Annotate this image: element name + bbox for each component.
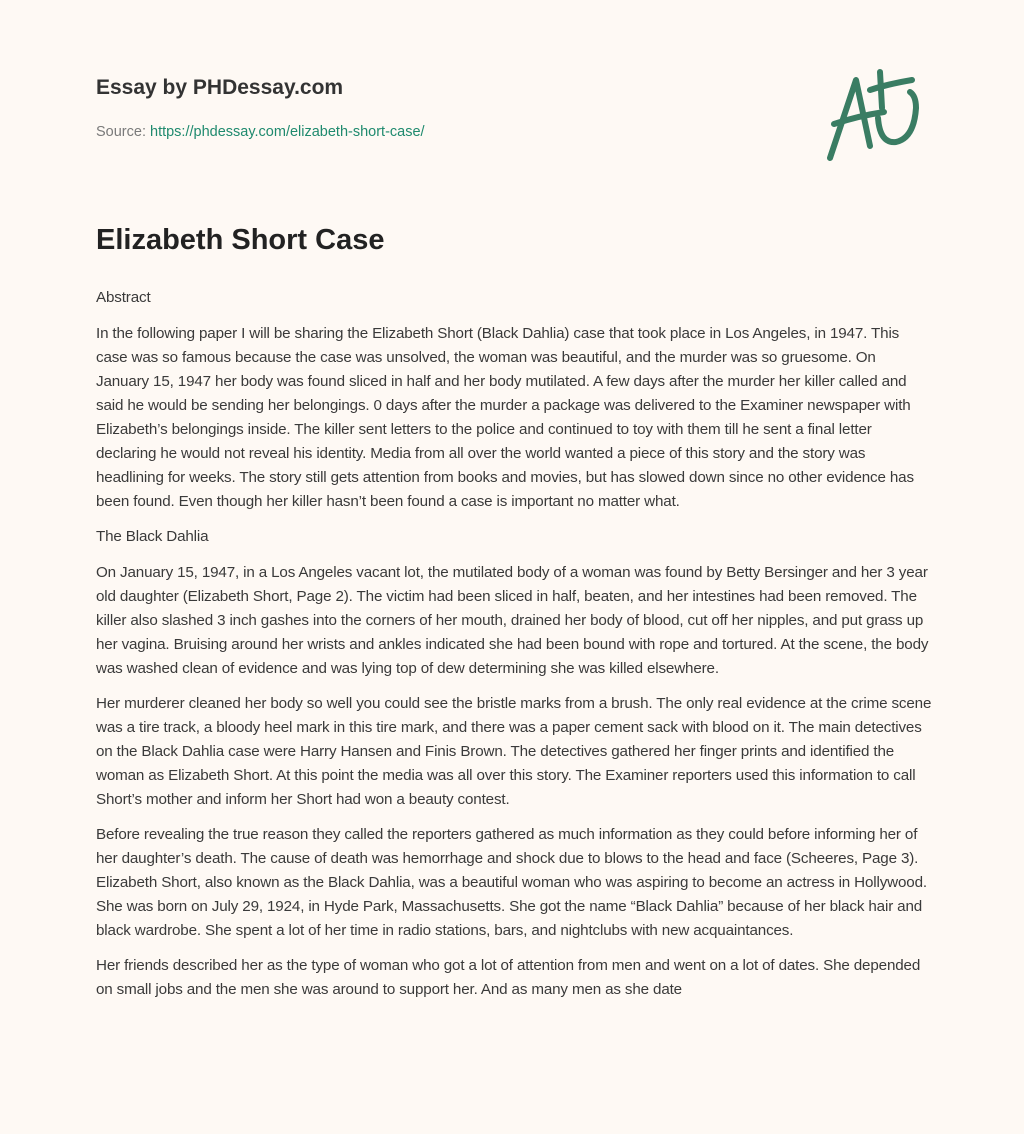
paragraph: On January 15, 1947, in a Los Angeles vacant lot, the mutilated body of a woman was found by Betty Bersinger and her 3 year old daughter (Elizabeth Short, Page 2). The victim had been sliced in half, beaten, and her intestines had been removed. The killer also slashed 3 inch gashes into the corners of her mouth, drained her body of blood, cut off her nipples, and put grass up her vagina. Bruising around her wrists and ankles indicated she had been bound with rope and tortured. At the scene, the body was washed clean of evidence and was lying top of dew determining she was killed elsewhere. xyxy=(96,564,929,677)
a-plus-logo-icon xyxy=(818,68,928,164)
page-title: Elizabeth Short Case xyxy=(96,224,385,256)
paragraph: Her murderer cleaned her body so well you could see the bristle marks from a brush. The only real evidence at the crime scene was a tire track, a bloody heel mark in this tire mark, and there was a paper cement sack with blood on it. The main detectives on the Black Dahlia case were Harry Hansen and Finis Brown. The detectives gathered her finger prints and identified the woman as Elizabeth Short. At this point the media was all over this story. The Examiner reporters used this information to call Short’s mother and inform her Short had won a beauty contest. xyxy=(96,695,932,808)
site-title: Essay by PHDessay.com xyxy=(96,76,344,99)
paragraph: Her friends described her as the type of woman who got a lot of attention from men and went on a lot of dates. She depended on small jobs and the men she was around to support her. And as many men as she date xyxy=(96,957,921,998)
essay-body xyxy=(96,286,932,1013)
source-line xyxy=(96,124,425,140)
source-link[interactable]: https://phdessay.com/elizabeth-short-case/ xyxy=(150,124,425,140)
paragraph: Before revealing the true reason they called the reporters gathered as much information as they could before informing her of her daughter’s death. The cause of death was hemorrhage and shock due to blows to the head and face (Scheeres, Page 3). Elizabeth Short, also known as the Black Dahlia, was a beautiful woman who was aspiring to become an actress in Hollywood. She was born on July 29, 1924, in Hyde Park, Massachusetts. She got the name “Black Dahlia” because of her black hair and black wardrobe. She spent a lot of her time in radio stations, bars, and nightclubs with new acquaintances. xyxy=(96,826,927,939)
section-heading-black-dahlia: The Black Dahlia xyxy=(96,528,209,545)
paragraph: In the following paper I will be sharing the Elizabeth Short (Black Dahlia) case that took place in Los Angeles, in 1947. This case was so famous because the case was unsolved, the woman was beautiful, and the murder was so gruesome. On January 15, 1947 her body was found sliced in half and her body mutilated. A few days after the murder her killer called and said he would be sending her belongings. 0 days after the murder a package was delivered to the Examiner newspaper with Elizabeth’s belongings inside. The killer sent letters to the police and continued to toy with them till he sent a final letter declaring he would not reveal his identity. Media from all over the world wanted a piece of this story and the story was headlining for weeks. The story still gets attention from books and movies, but has slowed down since no other evidence has been found. Even though her killer hasn’t been found a case is important no matter what. xyxy=(96,325,914,510)
source-label: Source: xyxy=(96,124,150,140)
section-heading-abstract: Abstract xyxy=(96,289,151,306)
